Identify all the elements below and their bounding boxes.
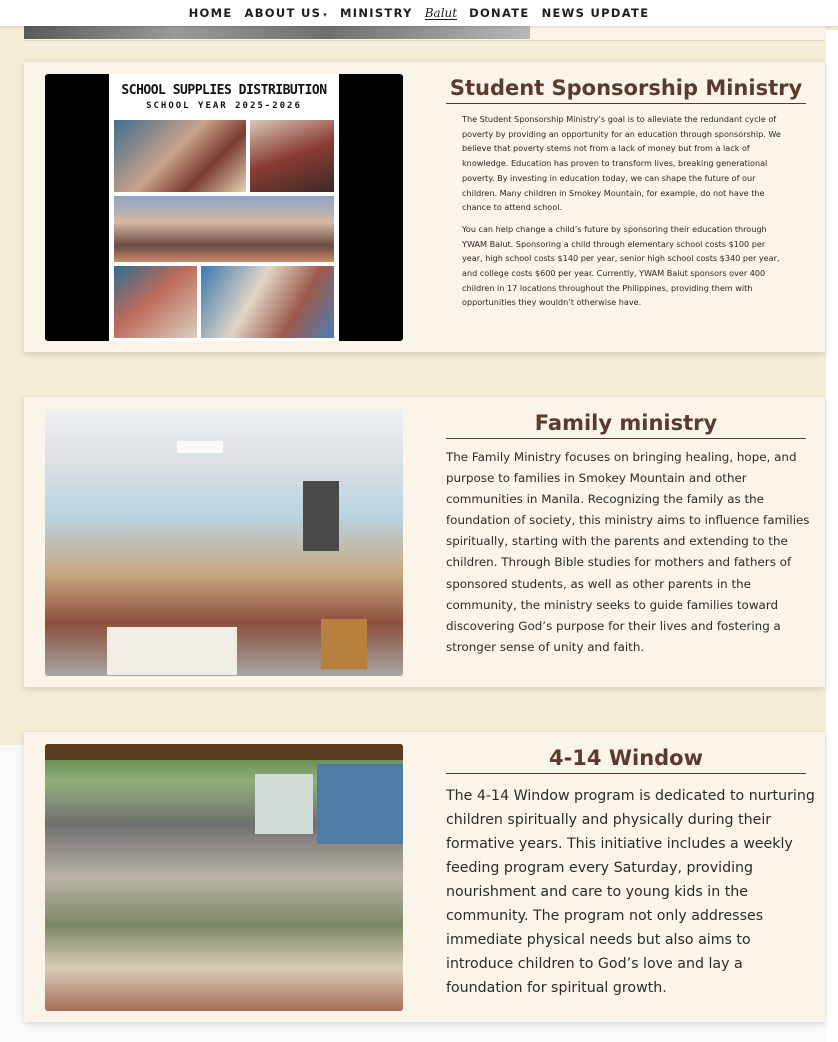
section-text [446,76,806,104]
main-navbar [0,0,838,26]
family-ministry-photo [45,409,403,676]
section-body [462,112,788,310]
right-gutter [826,30,838,1042]
section-student-sponsorship [24,62,825,352]
nav-news-update[interactable]: NEWS UPDATE [541,6,650,20]
children-feeding-program-photo [45,744,403,1011]
paragraph: The Family Ministry focuses on bringing healing, hope, and purpose to families in Smokey Mountain and other communities in Manila. Recognizing the family as the foundation of society, this ministry aims to influence families spiritually, starting with the parents and extending to the children. Through Bible studies for mothers and fathers of sponsored students, as well as other parents in the community, the ministry seeks to guide families toward discovering God’s purpose for their lives and fostering a stronger sense of unity and faith. [446,450,810,654]
poster-photo-5 [201,266,334,338]
previous-section-photo [24,26,530,39]
poster-title: SCHOOL SUPPLIES DISTRIBUTION [121,83,327,98]
section-4-14-window [24,732,825,1022]
paragraph: The Student Sponsorship Ministry’s goal is to alleviate the redundant cycle of poverty by providing an opportunity for an education through sponsorship. We believe that poverty stems not from a lack of money but from a lack of knowledge. Education has proven to transform lives, breaking generational poverty. By investing in education today, we can shape the future of our children. Many children in Smokey Mountain, for example, do not have the chance to attend school. [462,114,781,213]
nav-about-us[interactable] [245,6,328,20]
poster [109,74,339,341]
poster-photo-3 [114,196,334,262]
section-title: 4-14 Window [446,746,806,774]
section-title: Student Sponsorship Ministry [446,76,806,104]
section-body [446,784,822,1000]
ywam-balut-logo[interactable]: Balut [424,5,458,20]
previous-section-card [24,26,825,41]
nav-about-us-label: ABOUT US [244,6,322,20]
section-body [446,447,820,658]
school-supplies-poster-image [45,74,403,341]
poster-subtitle: SCHOOL YEAR 2025-2026 [146,101,302,111]
section-title: Family ministry [446,411,806,439]
poster-photo-2 [250,120,334,192]
section-family-ministry [24,397,825,687]
section-text [446,746,806,774]
nav-ministry[interactable]: MINISTRY [340,6,413,20]
nav-home[interactable]: HOME [188,6,233,20]
nav-donate[interactable]: DONATE [469,6,530,20]
poster-photo-1 [114,120,246,192]
paragraph: You can help change a child’s future by sponsoring their education through YWAM Balut. Sponsoring a child through elementary school costs $100 per year, high school costs $140 per year, senior high school costs $340 per year, and college costs $600 per year. Currently, YWAM Balut sponsors over 400 children in 17 locations throughout the Philippines, providing them with opportunities they wouldn’t otherwise have. [462,223,780,308]
paragraph: The 4-14 Window program is dedicated to nurturing children spiritually and physically during their formative years. This initiative includes a weekly feeding program every Saturday, providing nourishment and care to young kids in the community. The program not only addresses immediate physical needs but also aims to introduce children to God’s love and lay a foundation for spiritual growth. [446,788,815,996]
chevron-down-icon: ▾ [323,11,329,19]
section-text [446,411,806,439]
poster-photo-4 [114,266,197,338]
